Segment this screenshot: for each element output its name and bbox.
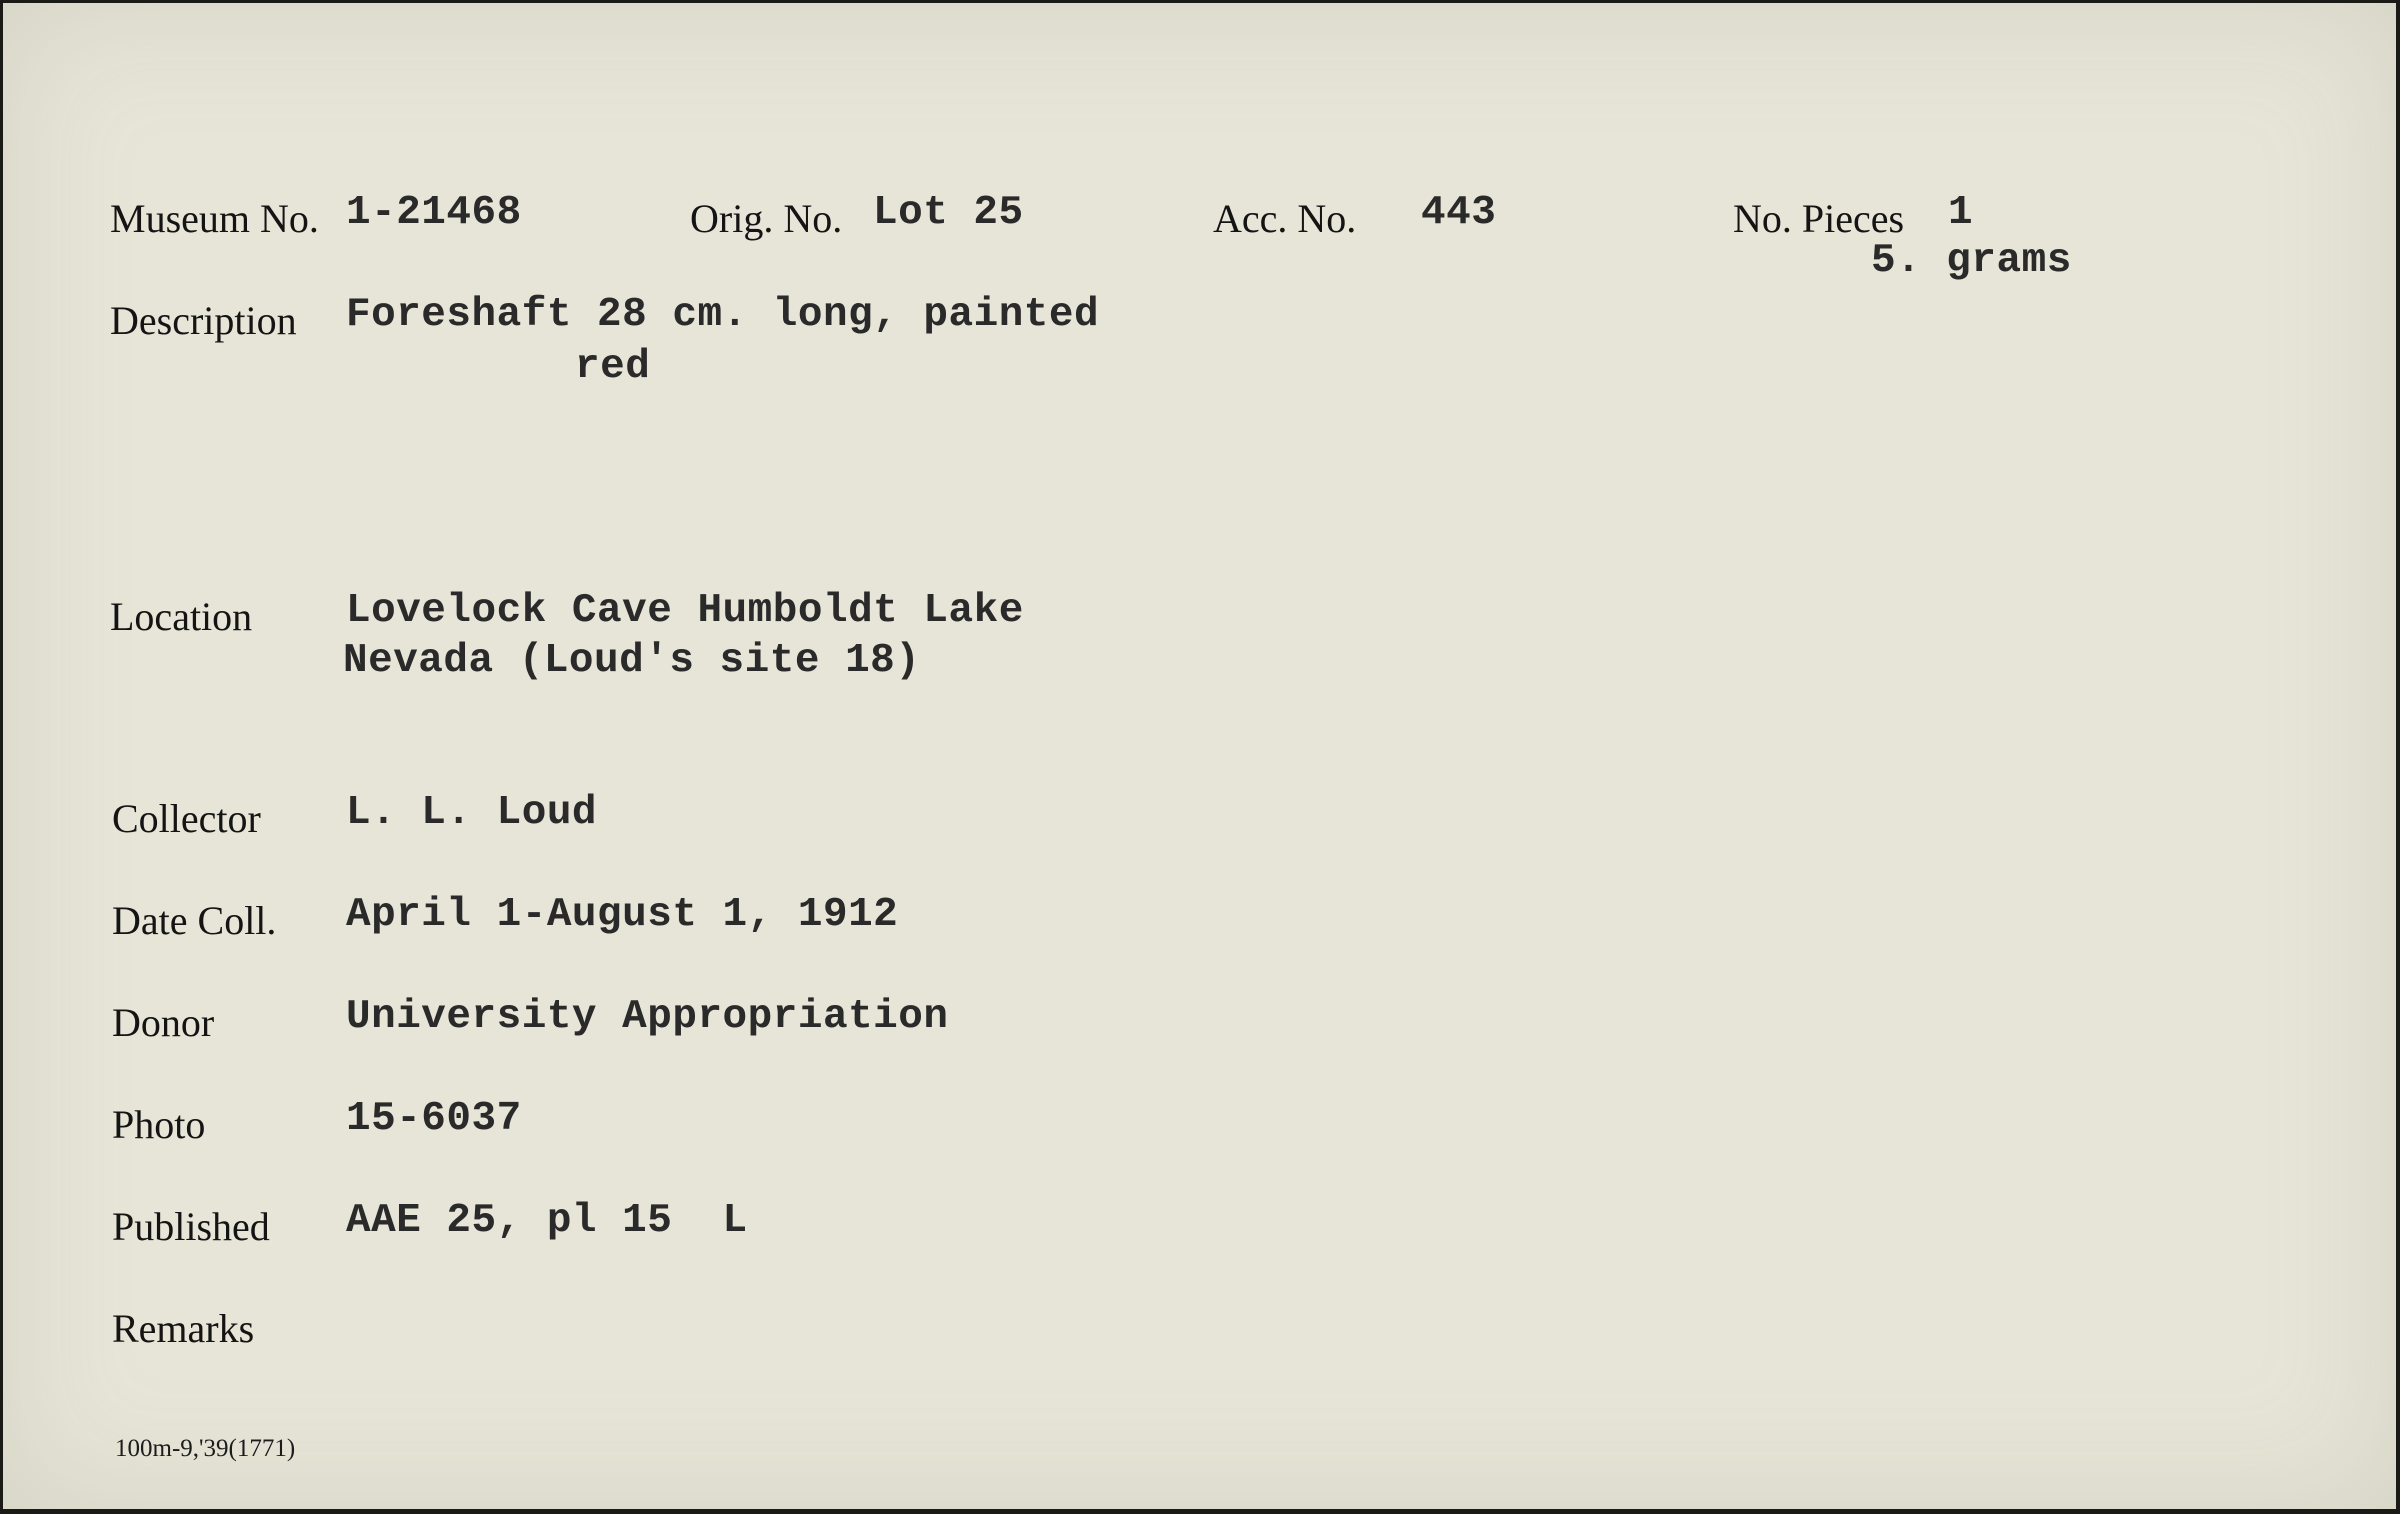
donor-value: University Appropriation	[346, 994, 949, 1040]
location-label: Location	[110, 594, 253, 639]
photo-label: Photo	[112, 1102, 206, 1147]
orig-no-label: Orig. No.	[690, 196, 843, 241]
museum-no-label: Museum No.	[110, 196, 319, 241]
catalog-card	[3, 3, 2396, 1509]
description-line-1: Foreshaft 28 cm. long, painted	[346, 292, 1100, 338]
description-label: Description	[110, 298, 297, 343]
photo-value: 15-6037	[346, 1096, 522, 1142]
form-code: 100m-9,'39(1771)	[115, 1435, 296, 1462]
weight-value: 5. grams	[1871, 238, 2072, 284]
date-coll-value: April 1-August 1, 1912	[346, 892, 899, 938]
museum-no-value: 1-21468	[346, 190, 522, 236]
collector-label: Collector	[112, 796, 261, 841]
orig-no-value: Lot 25	[873, 190, 1024, 236]
no-pieces-label: No. Pieces	[1733, 196, 1905, 241]
location-line-1: Lovelock Cave Humboldt Lake	[346, 588, 1024, 634]
acc-no-value: 443	[1421, 190, 1497, 236]
remarks-label: Remarks	[112, 1306, 255, 1351]
date-coll-label: Date Coll.	[112, 898, 277, 943]
donor-label: Donor	[112, 1000, 215, 1045]
location-line-2: Nevada (Loud's site 18)	[343, 638, 921, 684]
description-line-2: red	[575, 344, 651, 390]
published-label: Published	[112, 1204, 270, 1249]
no-pieces-value: 1	[1948, 190, 1974, 236]
acc-no-label: Acc. No.	[1213, 196, 1357, 241]
collector-value: L. L. Loud	[346, 790, 598, 836]
published-value: AAE 25, pl 15 L	[346, 1198, 748, 1244]
